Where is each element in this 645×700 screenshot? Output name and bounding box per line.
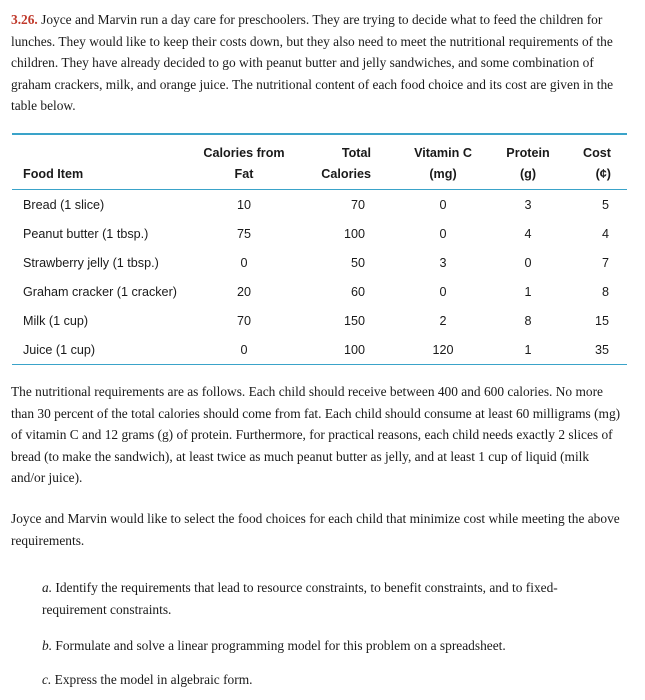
cell-food-item: Bread (1 slice): [23, 197, 105, 212]
cell-total: 60: [350, 284, 365, 299]
question-b-letter: b.: [42, 638, 53, 653]
cell-vitc: 0: [439, 197, 447, 212]
question-a: [42, 577, 602, 620]
cell-food-item: Graham cracker (1 cracker): [23, 284, 177, 299]
problem-intro: [11, 9, 633, 117]
question-c: [42, 669, 602, 691]
cell-total: 50: [350, 255, 365, 270]
cell-protein: 4: [524, 226, 532, 241]
question-a-text: Identify the requirements that lead to resource constraints, to benefit constraints, and to fixed-requirement constraints.: [42, 580, 558, 617]
cell-cost: 35: [594, 342, 609, 357]
cell-vitc: 0: [439, 284, 447, 299]
cell-fat: 75: [236, 226, 251, 241]
cell-cost: 4: [601, 226, 609, 241]
header-protein: Protein (g): [491, 135, 565, 190]
header-vitamin-c: Vitamin C (mg): [395, 135, 491, 190]
table-row: [12, 335, 627, 364]
cell-total: 100: [343, 342, 365, 357]
cell-protein: 0: [524, 255, 532, 270]
table-row: [12, 248, 627, 277]
nutrition-table: [12, 133, 627, 365]
table-row: [12, 306, 627, 335]
cell-food-item: Peanut butter (1 tbsp.): [23, 226, 149, 241]
question-a-letter: a.: [42, 580, 53, 595]
cell-cost: 7: [601, 255, 609, 270]
cell-protein: 3: [524, 197, 532, 212]
problem-intro-text: Joyce and Marvin run a day care for preschoolers. They are trying to decide what to feed the children for lunches. They would like to keep their costs down, but they also need to meet the nutritional requirements of the children. They have already decided to go with peanut butter and jelly sandwiches, and some combination of graham crackers, milk, and orange juice. The nutritional content of each food choice and its cost are given in the table below.: [11, 12, 614, 114]
cell-fat: 20: [236, 284, 251, 299]
cell-total: 150: [343, 313, 365, 328]
cell-vitc: 120: [432, 342, 454, 357]
header-calories-from-fat: Calories from Fat: [193, 135, 295, 190]
requirements-paragraph: The nutritional requirements are as follows. Each child should receive between 400 and 600 calories. No more than 30 percent of the total calories should come from fat. Each child should consume at least 60 milligrams (mg) of vitamin C and 12 grams (g) of protein. Furthermore, for practical reasons, each child needs exactly 2 slices of bread (to make the sandwich), at least twice as much peanut butter as jelly, and at least 1 cup of liquid (milk and/or juice).: [11, 384, 621, 486]
cell-protein: 1: [524, 284, 532, 299]
cell-vitc: 0: [439, 226, 447, 241]
header-food-item: Food Item: [12, 135, 193, 190]
cell-vitc: 2: [439, 313, 447, 328]
cell-cost: 5: [601, 197, 609, 212]
cell-food-item: Strawberry jelly (1 tbsp.): [23, 255, 159, 270]
cell-protein: 1: [524, 342, 532, 357]
cell-food-item: Milk (1 cup): [23, 313, 89, 328]
cell-total: 70: [350, 197, 365, 212]
cell-cost: 15: [594, 313, 609, 328]
question-c-letter: c.: [42, 672, 52, 687]
cell-total: 100: [343, 226, 365, 241]
cell-fat: 70: [236, 313, 251, 328]
question-b: [42, 635, 602, 657]
header-total-calories: Total Calories: [295, 135, 395, 190]
header-cost: Cost (¢): [565, 135, 627, 190]
cell-food-item: Juice (1 cup): [23, 342, 96, 357]
table-row: [12, 277, 627, 306]
cell-fat: 0: [240, 342, 248, 357]
cell-fat: 0: [240, 255, 248, 270]
objective-paragraph: Joyce and Marvin would like to select the food choices for each child that minimize cost while meeting the above requirements.: [11, 511, 620, 548]
cell-cost: 8: [601, 284, 609, 299]
table-row: [12, 190, 627, 220]
cell-vitc: 3: [439, 255, 447, 270]
table-header-row: [12, 135, 627, 190]
question-c-text: Express the model in algebraic form.: [54, 672, 253, 687]
table-row: [12, 219, 627, 248]
question-b-text: Formulate and solve a linear programming model for this problem on a spreadsheet.: [55, 638, 506, 653]
cell-fat: 10: [236, 197, 251, 212]
cell-protein: 8: [524, 313, 532, 328]
problem-number: 3.26.: [11, 12, 38, 27]
